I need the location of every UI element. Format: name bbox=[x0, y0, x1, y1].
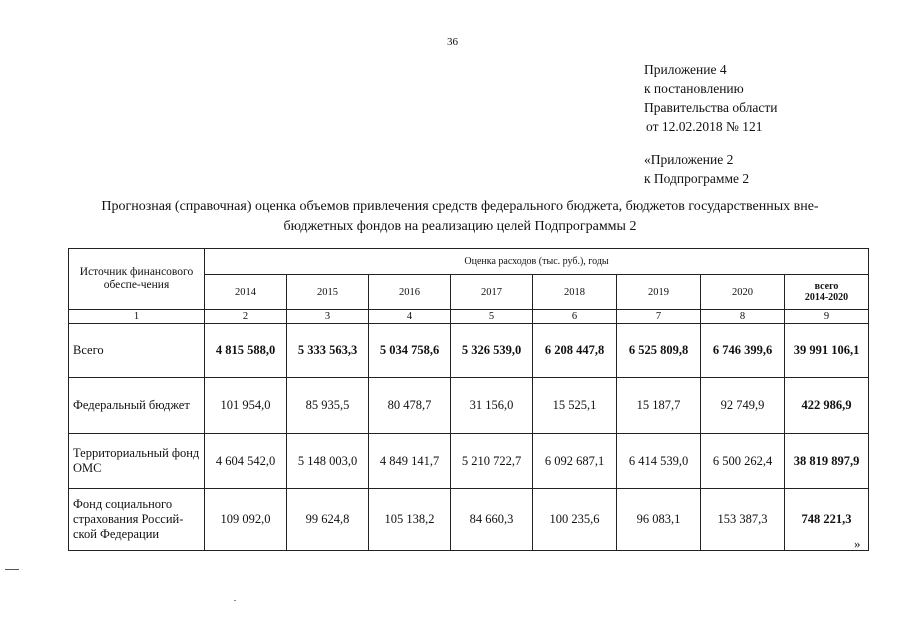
total-header-line: всего bbox=[814, 281, 839, 292]
table-cell: 92 749,9 bbox=[701, 378, 785, 434]
column-index: 7 bbox=[617, 310, 701, 324]
table-cell: 96 083,1 bbox=[617, 489, 701, 551]
table-row-total bbox=[69, 324, 869, 378]
table-cell: 99 624,8 bbox=[287, 489, 369, 551]
estimate-column-header: Оценка расходов (тыс. руб.), годы bbox=[205, 249, 869, 275]
table-row-social-insurance bbox=[69, 489, 869, 551]
quote-line: к Подпрограмме 2 bbox=[644, 171, 750, 186]
total-header-line: 2014-2020 bbox=[804, 292, 849, 303]
document-title bbox=[60, 197, 860, 237]
budget-estimate-table bbox=[68, 248, 869, 551]
table-cell: 15 525,1 bbox=[533, 378, 617, 434]
column-index: 1 bbox=[69, 310, 205, 324]
column-index: 4 bbox=[369, 310, 451, 324]
table-cell: 4 815 588,0 bbox=[205, 324, 287, 378]
table-cell: 6 208 447,8 bbox=[533, 324, 617, 378]
table-cell: 6 525 809,8 bbox=[617, 324, 701, 378]
appendix-reference bbox=[644, 60, 777, 136]
appendix-line: от 12.02.2018 № 121 bbox=[646, 119, 763, 134]
page-number: 36 bbox=[447, 36, 458, 48]
year-header: 2018 bbox=[533, 275, 617, 310]
table-cell: 6 414 539,0 bbox=[617, 434, 701, 489]
table-cell: 6 746 399,6 bbox=[701, 324, 785, 378]
table-cell: 80 478,7 bbox=[369, 378, 451, 434]
row-label: Всего bbox=[69, 324, 205, 378]
table-cell: 101 954,0 bbox=[205, 378, 287, 434]
column-index: 9 bbox=[785, 310, 869, 324]
table-cell: 100 235,6 bbox=[533, 489, 617, 551]
appendix-line: Правительства области bbox=[644, 100, 778, 115]
table-cell-total: 422 986,9 bbox=[785, 378, 869, 434]
row-label: Территориальный фонд ОМС bbox=[69, 434, 205, 489]
source-column-header: Источник финансового обеспе-чения bbox=[69, 249, 205, 310]
year-header: 2016 bbox=[369, 275, 451, 310]
year-header: 2015 bbox=[287, 275, 369, 310]
total-header bbox=[785, 275, 869, 310]
column-index: 6 bbox=[533, 310, 617, 324]
quote-line: «Приложение 2 bbox=[644, 152, 734, 167]
title-line: Прогнозная (справочная) оценка объемов привлечения средств федерального бюджета, бюджетов государственных вне- bbox=[101, 199, 819, 214]
year-header: 2014 bbox=[205, 275, 287, 310]
table-cell: 5 210 722,7 bbox=[451, 434, 533, 489]
table-cell: 153 387,3 bbox=[701, 489, 785, 551]
table-cell: 6 092 687,1 bbox=[533, 434, 617, 489]
table-cell-total: 38 819 897,9 bbox=[785, 434, 869, 489]
year-header: 2019 bbox=[617, 275, 701, 310]
table-cell: 15 187,7 bbox=[617, 378, 701, 434]
table-cell-total: 39 991 106,1 bbox=[785, 324, 869, 378]
scan-artifact-dot bbox=[234, 600, 236, 601]
table-cell: 5 148 003,0 bbox=[287, 434, 369, 489]
table-cell-total: 748 221,3 bbox=[785, 489, 869, 551]
appendix-line: Приложение 4 bbox=[644, 62, 727, 77]
year-header: 2020 bbox=[701, 275, 785, 310]
table-cell: 4 849 141,7 bbox=[369, 434, 451, 489]
table-cell: 5 333 563,3 bbox=[287, 324, 369, 378]
column-index: 2 bbox=[205, 310, 287, 324]
table-cell: 109 092,0 bbox=[205, 489, 287, 551]
closing-quote: » bbox=[854, 536, 861, 551]
column-index: 5 bbox=[451, 310, 533, 324]
scan-artifact-line bbox=[5, 569, 19, 570]
table-cell: 85 935,5 bbox=[287, 378, 369, 434]
table-cell: 6 500 262,4 bbox=[701, 434, 785, 489]
table-row-territorial-fund bbox=[69, 434, 869, 489]
row-label: Фонд социального страхования Россий-ской Федерации bbox=[69, 489, 205, 551]
table-cell: 5 326 539,0 bbox=[451, 324, 533, 378]
row-label: Федеральный бюджет bbox=[69, 378, 205, 434]
table-cell: 105 138,2 bbox=[369, 489, 451, 551]
table-row-federal bbox=[69, 378, 869, 434]
title-line: бюджетных фондов на реализацию целей Подпрограммы 2 bbox=[283, 219, 637, 234]
quoted-appendix-reference bbox=[644, 150, 749, 188]
table-cell: 4 604 542,0 bbox=[205, 434, 287, 489]
table-cell: 5 034 758,6 bbox=[369, 324, 451, 378]
appendix-line: к постановлению bbox=[644, 81, 744, 96]
year-header: 2017 bbox=[451, 275, 533, 310]
column-index: 3 bbox=[287, 310, 369, 324]
table-cell: 31 156,0 bbox=[451, 378, 533, 434]
column-index: 8 bbox=[701, 310, 785, 324]
table-cell: 84 660,3 bbox=[451, 489, 533, 551]
